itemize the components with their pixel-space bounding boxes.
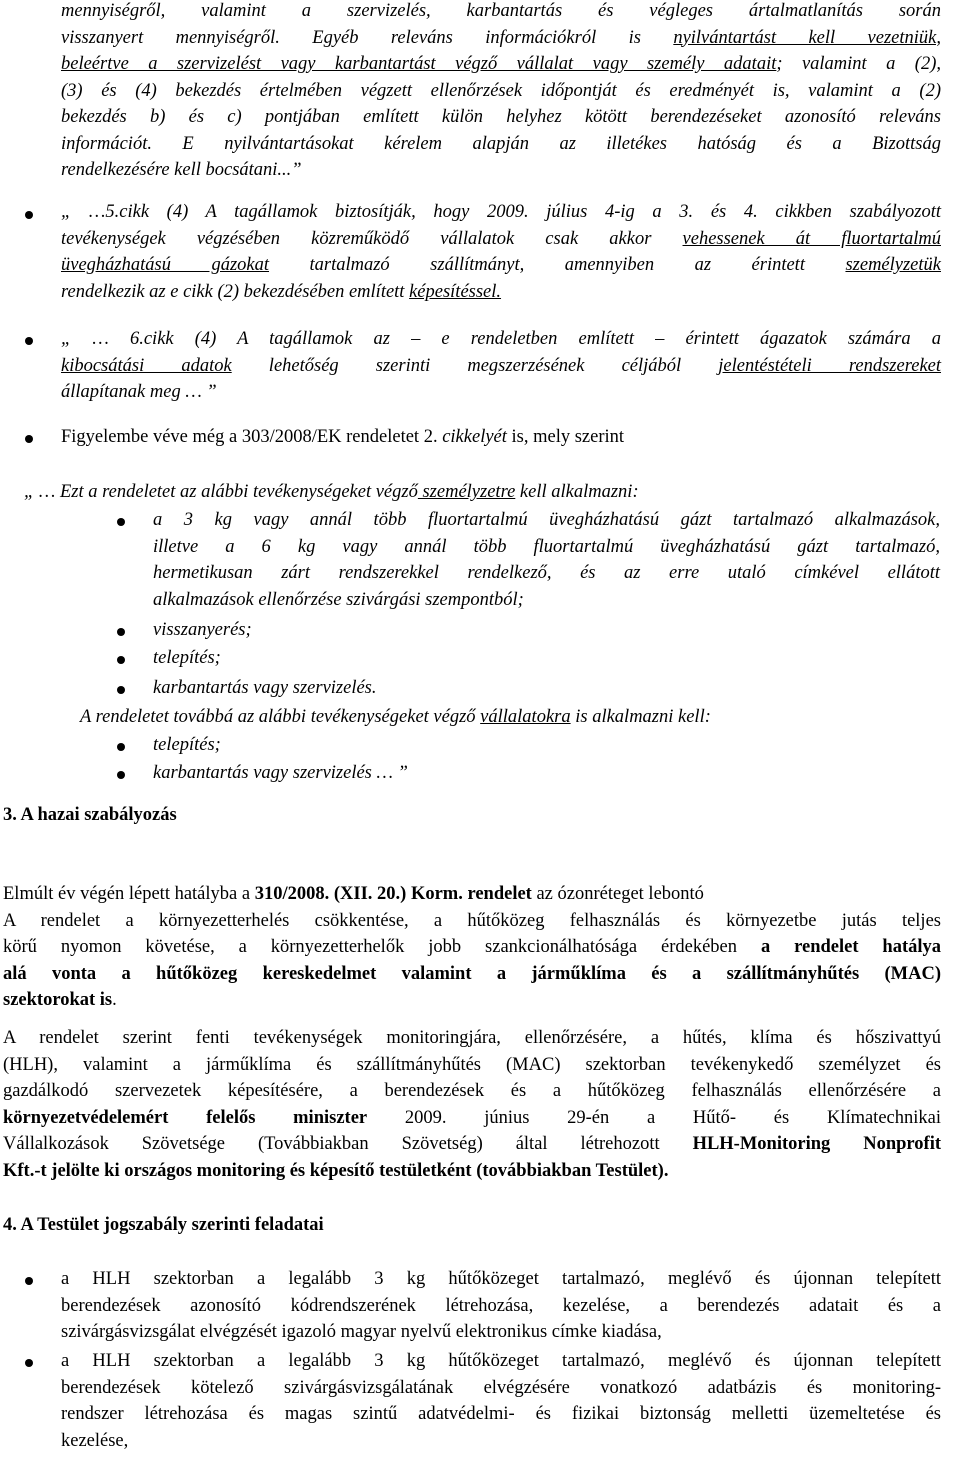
bullet-icon bbox=[25, 1277, 33, 1285]
bullet-regulation-303 bbox=[61, 424, 941, 451]
text-line: kezelése, bbox=[61, 1430, 129, 1451]
text-line: rendszer létrehozása és magas szintű adatvédelmi- és fizikai biztonság melletti üzemeltetése és bbox=[61, 1404, 941, 1424]
text-line: illetve a 6 kg vagy annál több fluortartalmú üvegházhatású gázt tartalmazó, bbox=[153, 536, 940, 557]
text-line: „ …5.cikk (4) A tagállamok biztosítják, hogy 2009. július 4-ig a 3. és 4. cikkben szabályozott bbox=[61, 202, 941, 222]
text-line: rendelkezik az e cikk (2) bekezdésében említett képesítéssel. bbox=[61, 281, 502, 302]
text-line: Elmúlt év végén lépett hatályba a 310/2008. (XII. 20.) Korm. rendelet az ózonréteget lebontó bbox=[3, 884, 704, 904]
text-line: információt. E nyilvántartásokat kérelem alapján az illetékes hatóság és a Bizottság bbox=[61, 133, 941, 154]
quote-item-leak-check bbox=[153, 507, 940, 613]
text-line: üvegházhatású gázokat tartalmazó szállítmányt, amennyiben az érintett személyzetük bbox=[61, 255, 941, 275]
text-line: gazdálkodó szervezetek képesítésére, a berendezések és a hűtőközeg felhasználás ellenőrzésére a bbox=[3, 1081, 941, 1101]
task-item-labels bbox=[61, 1266, 941, 1346]
text-line: rendelkezésére kell bocsátani...” bbox=[61, 160, 302, 180]
quote-item-recovery: visszanyerés; bbox=[153, 620, 252, 640]
text-line: kibocsátási adatok lehetőség szerinti megszerzésének céljából jelentéstételi rendszereket bbox=[61, 355, 942, 376]
quote-item-installation-2: telepítés; bbox=[153, 735, 221, 755]
text-line: hermetikusan zárt rendszerekkel rendelkező, és az erre utaló címkével ellátott bbox=[153, 563, 940, 583]
text-line: alá vonta a hűtőközeg kereskedelmet valamint a járműklíma és a szállítmányhűtés (MAC) bbox=[3, 963, 941, 984]
text-line: tevékenységek végzésében közreműködő vállalatok csak akkor vehessenek át fluortartalmú bbox=[61, 228, 941, 249]
bullet-icon bbox=[25, 337, 33, 345]
bullet-icon bbox=[117, 518, 125, 526]
text-line: mennyiségről, valamint a szervizelés, karbantartás és végleges ártalmatlanítás során bbox=[61, 1, 941, 21]
section-heading: 4. A Testület jogszabály szerinti feladatai bbox=[3, 1215, 324, 1235]
text-line: a HLH szektorban a legalább 3 kg hűtőközeget tartalmazó, meglévő és újonnan telepített bbox=[61, 1269, 941, 1289]
quote-heading-companies: A rendeletet továbbá az alábbi tevékenységeket végző vállalatokra is alkalmazni kell: bbox=[80, 707, 711, 727]
text-line: szektorokat is. bbox=[3, 990, 117, 1010]
text-line: Kft.-t jelölte ki országos monitoring és képesítő testületként (továbbiakban Testület). bbox=[3, 1160, 669, 1181]
text-line: állapítanak meg … ” bbox=[61, 382, 217, 402]
bullet-icon bbox=[25, 211, 33, 219]
bullet-icon bbox=[25, 1359, 33, 1367]
quote-item-maintenance-2: karbantartás vagy szervizelés … ” bbox=[153, 763, 408, 783]
text-line: körű nyomon követése, a környezetterhelők jobb szankcionálhatósága érdekében a rendelet hatálya bbox=[3, 937, 941, 957]
bullet-icon bbox=[117, 686, 125, 694]
bullet-icon bbox=[117, 771, 125, 779]
text-line: szivárgásvizsgálat elvégzését igazoló magyar nyelvű elektronikus címke kiadása, bbox=[61, 1322, 662, 1342]
paragraph-record-keeping bbox=[61, 0, 941, 184]
text-line: a HLH szektorban a legalább 3 kg hűtőközeget tartalmazó, meglévő és újonnan telepített bbox=[61, 1351, 941, 1371]
text-line: A rendelet a környezetterhelés csökkentése, a hűtőközeg felhasználás és környezetbe jutás teljes bbox=[3, 910, 941, 931]
quote-heading: „ … Ezt a rendeletet az alábbi tevékenységeket végző személyzetre kell alkalmazni: bbox=[24, 482, 639, 502]
quote-item-installation: telepítés; bbox=[153, 648, 221, 668]
paragraph-monitoring-body bbox=[3, 1025, 941, 1184]
text-line: a 3 kg vagy annál több fluortartalmú üvegházhatású gázt tartalmazó alkalmazások, bbox=[153, 510, 940, 530]
quote-item-maintenance: karbantartás vagy szervizelés. bbox=[153, 678, 377, 698]
text-line: berendezések kötelező szivárgásvizsgálatának elvégzésére vonatkozó adatbázis és monitoring- bbox=[61, 1377, 941, 1398]
bullet-icon bbox=[117, 656, 125, 664]
text-line: bekezdés b) és c) pontjában említett külön helyhez kötött berendezéseket azonosító releváns bbox=[61, 107, 941, 127]
text-line: „ … 6.cikk (4) A tagállamok az – e rendeletben említett – érintett ágazatok számára a bbox=[61, 329, 941, 349]
text-line: alkalmazások ellenőrzése szivárgási szempontból; bbox=[153, 589, 524, 610]
text-line: beleértve a szervizelést vagy karbantartást végző vállalat vagy személy adatait; valamint a (2), bbox=[61, 54, 942, 74]
bullet-icon bbox=[25, 435, 33, 443]
text-line: (3) és (4) bekezdés értelmében végzett ellenőrzések időpontját és eredményét is, valamint a (2) bbox=[61, 80, 941, 101]
paragraph-regulation-310 bbox=[3, 881, 941, 1014]
text-line: Figyelembe véve még a 303/2008/EK rendeletet 2. cikkelyét is, mely szerint bbox=[61, 427, 625, 447]
text-line: környezetvédelemért felelős miniszter 2009. június 29-én a Hűtő- és Klímatechnikai bbox=[3, 1107, 941, 1128]
text-line: berendezések azonosító kódrendszerének létrehozása, kezelése, a berendezés adatait és a bbox=[61, 1295, 941, 1316]
task-item-database bbox=[61, 1348, 941, 1454]
text-line: A rendelet szerint fenti tevékenységek monitoringjára, ellenőrzésére, a hűtés, klíma és hőszivattyú bbox=[3, 1028, 941, 1048]
text-line: Vállalkozások Szövetsége (Továbbiakban Szövetség) által létrehozott HLH-Monitoring Nonprofit bbox=[3, 1134, 942, 1154]
text-line: visszanyert mennyiségről. Egyéb releváns információkról is nyilvántartást kell vezetniük, bbox=[61, 27, 941, 48]
text-line: (HLH), valamint a járműklíma és szállítmányhűtés (MAC) szektorban tevékenykedő személyzet és bbox=[3, 1054, 941, 1075]
section-heading: 3. A hazai szabályozás bbox=[3, 805, 177, 825]
bullet-article-5 bbox=[61, 199, 941, 305]
bullet-icon bbox=[117, 743, 125, 751]
bullet-icon bbox=[117, 628, 125, 636]
bullet-article-6 bbox=[61, 326, 941, 406]
